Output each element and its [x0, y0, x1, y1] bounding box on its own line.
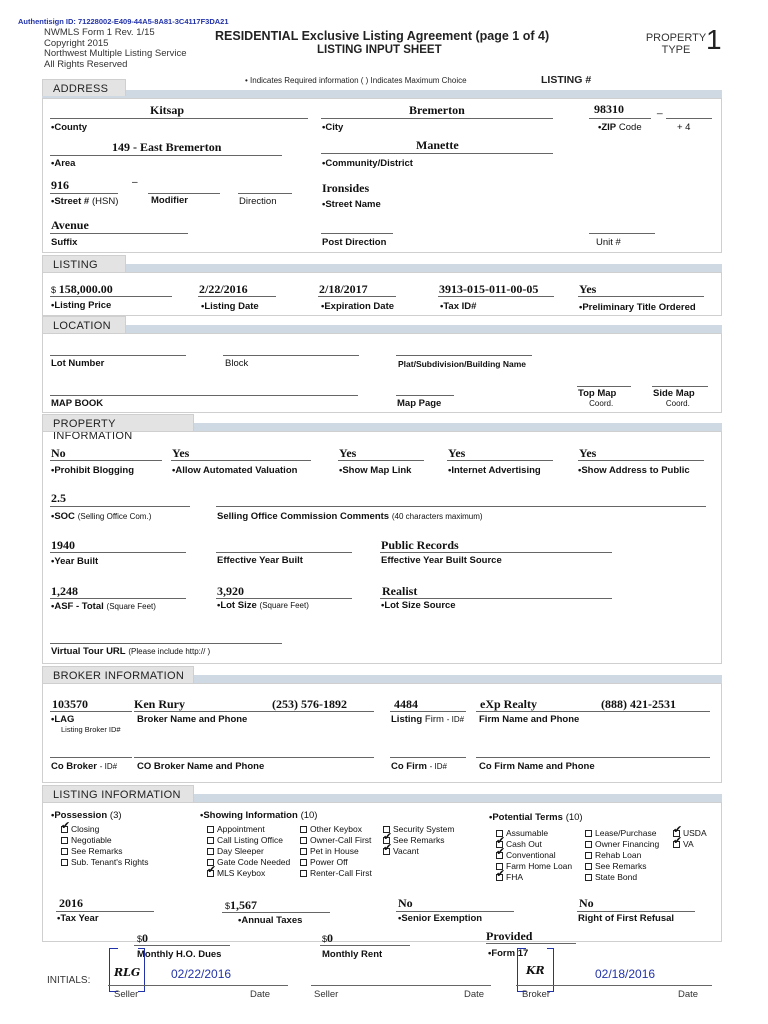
soc-label: • SOC (Selling Office Com.): [51, 511, 151, 522]
prelim-title-label: • Preliminary Title Ordered: [579, 302, 696, 313]
zip-label: • ZIP Code: [598, 122, 642, 133]
city-value: Bremerton: [409, 103, 465, 117]
checkbox-checked[interactable]: [673, 841, 680, 848]
city-label: • City: [322, 122, 343, 133]
zip-dash: _: [657, 104, 663, 115]
expiration-date-value: 2/18/2017: [319, 282, 368, 296]
possession-option[interactable]: ✔Closing: [61, 824, 99, 834]
broker-label: Broker: [522, 989, 550, 1000]
effective-year-source-value: Public Records: [381, 538, 459, 552]
terms-option[interactable]: Assumable: [496, 828, 548, 838]
terms-option[interactable]: Owner Financing: [585, 839, 659, 849]
rent-label: Monthly Rent: [322, 949, 383, 960]
street-number-label: • Street # (HSN): [51, 196, 118, 207]
title-line1: RESIDENTIAL Exclusive Listing Agreement: [215, 29, 473, 43]
rofr-label: Right of First Refusal: [578, 913, 675, 924]
top-map-label: Top Map Coord.: [578, 388, 617, 408]
section-tab-broker: BROKER INFORMATION: [42, 666, 194, 683]
year-built-label: • Year Built: [51, 556, 98, 567]
direction-label: Direction: [239, 196, 277, 207]
senior-exemption-label: • Senior Exemption: [398, 913, 482, 924]
terms-option[interactable]: ✔VA: [673, 839, 694, 849]
showing-option[interactable]: ✔Vacant: [383, 846, 419, 856]
auto-valuation-value: Yes: [172, 446, 190, 460]
suffix-value: Avenue: [51, 218, 89, 232]
co-broker-label: Co Broker - ID#: [51, 761, 118, 772]
lot-size-source-label: • Lot Size Source: [381, 600, 456, 611]
showing-option[interactable]: Call Listing Office: [207, 835, 283, 845]
showing-option[interactable]: Owner-Call First: [300, 835, 371, 845]
checkbox[interactable]: [585, 874, 592, 881]
date-label: Date: [464, 989, 485, 1000]
map-book-label: MAP BOOK: [51, 398, 104, 409]
seller2-label: Seller: [314, 989, 339, 1000]
plus4-label: + 4: [677, 122, 691, 133]
rofr-value: No: [579, 896, 594, 910]
co-firm-name-label: Co Firm Name and Phone: [479, 761, 595, 772]
virtual-tour-label: Virtual Tour URL (Please include http:// ): [51, 646, 211, 657]
lot-size-value: 3,920: [217, 584, 244, 598]
community-label: • Community/District: [322, 158, 413, 169]
checkbox[interactable]: [585, 841, 592, 848]
lag-sub-label: Listing Broker ID#: [61, 725, 121, 734]
annual-taxes-value: $1,567: [225, 898, 258, 912]
document-subtitle: LISTING INPUT SHEET: [317, 44, 442, 56]
unit-label: Unit #: [596, 237, 621, 248]
co-firm-label: Co Firm - ID#: [391, 761, 448, 772]
showing-option[interactable]: Security System: [383, 824, 454, 834]
checkbox[interactable]: [585, 852, 592, 859]
side-map-label: Side Map Coord.: [653, 388, 695, 408]
street-number-dash: –: [132, 177, 138, 188]
modifier-label: Modifier: [151, 195, 188, 206]
firm-phone-value: (888) 421-2531: [601, 697, 676, 711]
checkbox[interactable]: [61, 859, 68, 866]
terms-option[interactable]: State Bond: [585, 872, 637, 882]
show-address-value: Yes: [579, 446, 597, 460]
prohibit-blogging-label: • Prohibit Blogging: [51, 465, 134, 476]
section-bar: [42, 264, 722, 272]
possession-option[interactable]: See Remarks: [61, 846, 123, 856]
showing-option[interactable]: Pet in House: [300, 846, 359, 856]
terms-heading: • Potential Terms (10): [489, 812, 583, 823]
street-number-value: 916: [51, 178, 69, 192]
asf-value: 1,248: [51, 584, 78, 598]
county-label: • County: [51, 122, 87, 133]
show-address-label: • Show Address to Public: [578, 465, 690, 476]
firm-name-value: eXp Realty: [480, 697, 537, 711]
zip-value: 98310: [594, 102, 624, 116]
map-link-value: Yes: [339, 446, 357, 460]
checkbox[interactable]: [300, 870, 307, 877]
soc-value: 2.5: [51, 491, 66, 505]
document-title: [215, 29, 549, 43]
showing-option[interactable]: Day Sleeper: [207, 846, 264, 856]
internet-adv-value: Yes: [448, 446, 466, 460]
showing-option[interactable]: ✔See Remarks: [383, 835, 445, 845]
form-line: NWMLS Form 1 Rev. 1/15: [44, 27, 155, 38]
hoa-value: $0: [137, 931, 149, 945]
checkbox-checked[interactable]: [383, 848, 390, 855]
listing-price-label: • Listing Price: [51, 300, 111, 311]
checkbox[interactable]: [207, 826, 214, 833]
possession-option[interactable]: Sub. Tenant's Rights: [61, 857, 149, 867]
checkbox[interactable]: [207, 837, 214, 844]
checkbox[interactable]: [300, 859, 307, 866]
street-name-label: • Street Name: [322, 199, 381, 210]
internet-adv-label: • Internet Advertising: [448, 465, 541, 476]
showing-option[interactable]: Renter-Call First: [300, 868, 372, 878]
showing-option[interactable]: Appointment: [207, 824, 265, 834]
section-tab-property: PROPERTY INFORMATION: [42, 414, 194, 431]
showing-option[interactable]: Other Keybox: [300, 824, 362, 834]
hoa-label: Monthly H.O. Dues: [137, 949, 222, 960]
section-bar: [126, 325, 722, 333]
showing-option[interactable]: ✔MLS Keybox: [207, 868, 265, 878]
tax-id-label: • Tax ID#: [440, 301, 476, 312]
terms-option[interactable]: ✔FHA: [496, 872, 523, 882]
checkbox[interactable]: [300, 848, 307, 855]
expiration-date-label: • Expiration Date: [321, 301, 394, 312]
section-bar: [194, 423, 722, 431]
asf-label: • ASF - Total (Square Feet): [51, 601, 156, 612]
map-page-label: Map Page: [397, 398, 442, 409]
checkbox[interactable]: [61, 837, 68, 844]
auto-valuation-label: • Allow Automated Valuation: [172, 465, 297, 476]
area-value: 149 - East Bremerton: [112, 140, 222, 154]
legend: • Indicates Required information ( ) Indicates Maximum Choice: [245, 76, 467, 85]
form17-value: Provided: [486, 929, 533, 943]
terms-option[interactable]: ✔Conventional: [496, 850, 556, 860]
checkbox[interactable]: [300, 826, 307, 833]
tax-year-label: • Tax Year: [57, 913, 99, 924]
annual-taxes-label: • Annual Taxes: [238, 915, 302, 926]
firm-name-label: Firm Name and Phone: [479, 714, 580, 725]
showing-option[interactable]: Gate Code Needed: [207, 857, 290, 867]
tax-id-value: 3913-015-011-00-05: [439, 282, 539, 296]
form-line: All Rights Reserved: [44, 58, 128, 70]
terms-option[interactable]: Rehab Loan: [585, 850, 641, 860]
listing-price-value: $ 158,000.00: [51, 282, 113, 296]
section-bar: [194, 675, 722, 683]
broker-date: 02/18/2016: [595, 967, 656, 981]
listing-date-label: • Listing Date: [201, 301, 259, 312]
authentisign-id: Authentisign ID: 71228002-E409-44A5-8A81-3C4117F3DA21: [18, 17, 229, 26]
seller-initials: RLG: [114, 966, 141, 979]
seller-label: Seller: [114, 989, 139, 1000]
tax-year-value: 2016: [59, 896, 83, 910]
checkbox-checked[interactable]: [496, 852, 503, 859]
senior-exemption-value: No: [398, 896, 413, 910]
form-info: [44, 28, 187, 70]
prelim-title-value: Yes: [579, 282, 597, 296]
seller-date: 02/22/2016: [171, 967, 232, 981]
community-value: Manette: [416, 138, 459, 152]
broker-phone-value: (253) 576-1892: [272, 697, 347, 711]
section-tab-address: ADDRESS: [42, 79, 126, 96]
lot-size-source-value: Realist: [382, 584, 418, 598]
plat-label: Plat/Subdivision/Building Name: [398, 359, 526, 369]
possession-heading: • Possession (3): [51, 810, 122, 821]
county-value: Kitsap: [150, 103, 185, 117]
section-bar: [42, 90, 722, 98]
terms-option[interactable]: ✔Cash Out: [496, 839, 542, 849]
area-label: • Area: [51, 158, 75, 169]
broker-name-label: Broker Name and Phone: [137, 714, 248, 725]
broker-initials: KR: [526, 964, 545, 977]
section-bar: [194, 794, 722, 802]
location-section: [42, 333, 722, 413]
terms-option[interactable]: ✔USDA: [673, 828, 707, 838]
property-type-value: 1: [706, 24, 722, 55]
checkbox[interactable]: [585, 830, 592, 837]
lag-label: • LAG: [51, 714, 74, 725]
checkbox[interactable]: [207, 848, 214, 855]
terms-option[interactable]: See Remarks: [585, 861, 647, 871]
terms-option[interactable]: Lease/Purchase: [585, 828, 656, 838]
rent-value: $0: [322, 931, 334, 945]
form17-label: • Form 17: [488, 948, 528, 959]
effective-year-source-label: Effective Year Built Source: [381, 555, 502, 566]
property-type-label: PROPERTY TYPE: [645, 32, 707, 56]
prohibit-blogging-value: No: [51, 446, 66, 460]
checkbox[interactable]: [61, 848, 68, 855]
terms-option[interactable]: Farm Home Loan: [496, 861, 572, 871]
checkbox[interactable]: [585, 863, 592, 870]
form-line: Northwest Multiple Listing Service: [44, 48, 187, 59]
showing-heading: • Showing Information (10): [200, 810, 317, 821]
block-label: Block: [225, 358, 249, 369]
co-broker-name-label: CO Broker Name and Phone: [137, 761, 265, 772]
listing-date-value: 2/22/2016: [199, 282, 248, 296]
street-name-value: Ironsides: [322, 181, 370, 195]
date-label: Date: [678, 989, 699, 1000]
section-tab-listing-info: LISTING INFORMATION: [42, 785, 194, 802]
checkbox[interactable]: [300, 837, 307, 844]
checkbox-checked[interactable]: [496, 874, 503, 881]
broker-name-value: Ken Rury: [134, 697, 185, 711]
section-tab-location: LOCATION: [42, 316, 126, 333]
initials-label: INITIALS:: [47, 975, 91, 986]
checkbox-checked[interactable]: [61, 826, 68, 833]
post-direction-label: Post Direction: [322, 237, 387, 248]
soc-comments-label: Selling Office Commission Comments (40 characters maximum): [217, 511, 483, 522]
effective-year-built-label: Effective Year Built: [217, 555, 303, 566]
showing-option[interactable]: Power Off: [300, 857, 348, 867]
checkbox-checked[interactable]: [207, 870, 214, 877]
page-indicator: (page 1 of 4): [475, 29, 550, 43]
possession-option[interactable]: Negotiable: [61, 835, 112, 845]
year-built-value: 1940: [51, 538, 75, 552]
lot-number-label: Lot Number: [51, 358, 105, 369]
form-line: Copyright 2015: [44, 37, 109, 49]
listing-firm-id-label: Listing Firm - ID#: [391, 714, 465, 725]
section-tab-listing: LISTING: [42, 255, 126, 272]
lot-size-label: • Lot Size (Square Feet): [217, 600, 309, 611]
listing-firm-id-value: 4484: [394, 697, 418, 711]
lag-id-value: 103570: [52, 697, 88, 711]
map-link-label: • Show Map Link: [339, 465, 411, 476]
date-label: Date: [250, 989, 271, 1000]
suffix-label: Suffix: [51, 237, 78, 248]
listing-number-label: LISTING #: [541, 74, 592, 86]
